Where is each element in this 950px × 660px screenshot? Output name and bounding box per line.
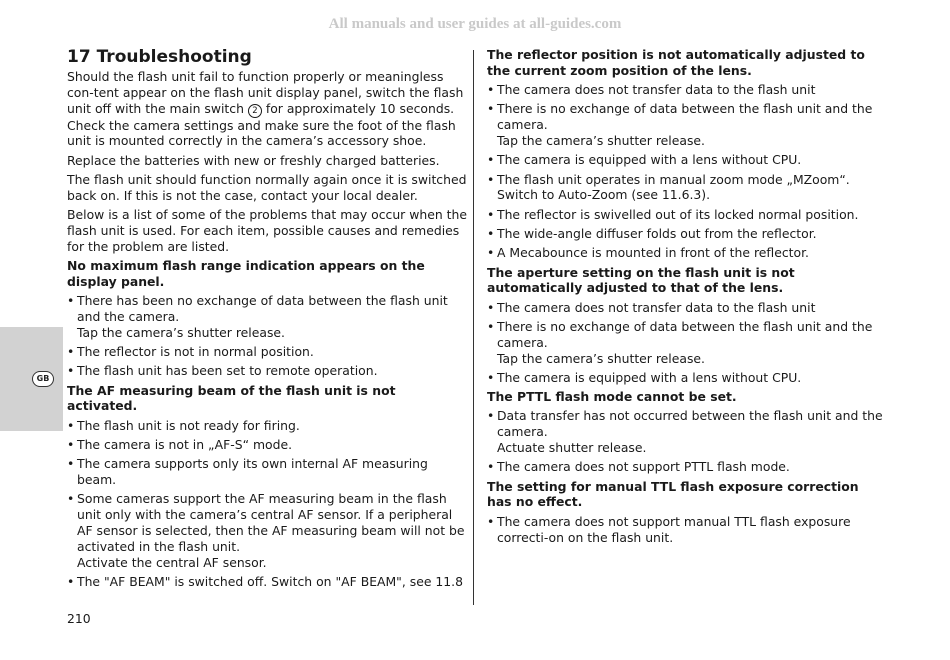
list-item-remedy: Activate the central AF sensor.: [77, 554, 267, 570]
section-heading-ttl-correction: The setting for manual TTL flash exposure correction has no effect.: [487, 478, 859, 510]
list-item-text: Data transfer has not occurred between the flash unit and the camera.: [497, 408, 883, 440]
list-item-text: There is no exchange of data between the flash unit and the camera.: [497, 101, 873, 133]
page-title: 17 Troubleshooting: [67, 47, 252, 67]
list-item-text: The camera is equipped with a lens without CPU.: [497, 152, 802, 168]
list-item-text: The flash unit has been set to remote operation.: [77, 363, 378, 379]
list-item: [487, 82, 887, 98]
list-item: [487, 152, 887, 168]
column-divider: [473, 50, 474, 605]
list-item: [487, 514, 887, 546]
watermark-text: All manuals and user guides at all-guides.com: [328, 16, 622, 32]
intro-paragraph-2: Replace the batteries with new or freshly charged batteries.: [67, 152, 440, 168]
list-item-text: The flash unit is not ready for firing.: [77, 417, 300, 433]
list-item: [487, 370, 887, 386]
list-item: [487, 459, 887, 475]
list-item-text: The camera does not transfer data to the flash unit: [497, 82, 816, 98]
left-column: [67, 46, 467, 593]
list-item: [487, 245, 887, 261]
list-item-remedy: Tap the camera’s shutter release.: [497, 350, 705, 366]
page-number: 210: [67, 611, 91, 626]
section-heading-flash-range: No maximum flash range indication appears on the display panel.: [67, 257, 425, 289]
list-item: [487, 172, 887, 204]
intro-paragraph-4: Below is a list of some of the problems that may occur when the flash unit is used. For each item, possible causes and remedies for the problem are listed.: [67, 207, 467, 254]
list-item: [67, 344, 467, 360]
list-item-text: The reflector is not in normal position.: [77, 343, 314, 359]
af-beam-causes-list: [67, 418, 467, 590]
list-item-text: The flash unit operates in manual zoom mode „MZoom“.: [497, 171, 850, 187]
reflector-zoom-causes-list: [487, 82, 887, 261]
list-item-remedy: Tap the camera’s shutter release.: [77, 324, 285, 340]
intro-1-part-a: Should the flash unit fail to function properly or meaningless con-tent appear on the flash unit display panel, switch the flash unit off with the main switch: [67, 69, 464, 116]
list-item-text: The camera supports only its own internal AF measuring beam.: [77, 456, 428, 488]
section-heading-af-beam: The AF measuring beam of the flash unit is not activated.: [67, 382, 396, 414]
list-item-text: There is no exchange of data between the flash unit and the camera.: [497, 318, 873, 350]
list-item: [67, 293, 467, 340]
list-item: [67, 491, 467, 570]
list-item: [487, 408, 887, 455]
list-item-text: The camera does not transfer data to the flash unit: [497, 299, 816, 315]
intro-1-part-b: for approximately 10 seconds. Check the camera settings and make sure the foot of the flash unit is mounted correctly in the camera’s accessory shoe.: [67, 100, 456, 149]
right-column: [487, 47, 887, 549]
list-item-text: The camera is equipped with a lens without CPU.: [497, 369, 802, 385]
list-item-remedy: Switch to Auto-Zoom (see 11.6.3).: [497, 187, 711, 203]
main-switch-number-icon: 2: [248, 104, 262, 118]
flash-range-causes-list: [67, 293, 467, 379]
pttl-causes-list: [487, 408, 887, 475]
list-item-text: The reflector is swivelled out of its locked normal position.: [497, 206, 859, 222]
list-item: [487, 300, 887, 316]
list-item: [67, 363, 467, 379]
list-item-text: A Mecabounce is mounted in front of the reflector.: [497, 245, 809, 261]
section-heading-pttl: The PTTL flash mode cannot be set.: [487, 389, 737, 405]
list-item: [67, 437, 467, 453]
list-item-text: The camera is not in „AF-S“ mode.: [77, 436, 293, 452]
ttl-correction-causes-list: [487, 514, 887, 546]
list-item: [487, 207, 887, 223]
list-item-text: Some cameras support the AF measuring beam in the flash unit only with the camera’s central AF sensor. If a peripheral AF sensor is selected, then the AF measuring beam will not be activated in the flash unit.: [77, 491, 465, 554]
list-item: [67, 574, 467, 590]
list-item-text: The wide-angle diffuser folds out from the reflector.: [497, 225, 817, 241]
section-heading-aperture: The aperture setting on the flash unit is not automatically adjusted to that of the lens.: [487, 264, 795, 296]
list-item-text: The "AF BEAM" is switched off. Switch on "AF BEAM", see 11.8: [77, 573, 463, 589]
list-item-text: The camera does not support PTTL flash mode.: [497, 459, 790, 475]
list-item-remedy: Tap the camera’s shutter release.: [497, 132, 705, 148]
list-item: [487, 226, 887, 242]
list-item: [67, 418, 467, 434]
intro-paragraph-3: The flash unit should function normally again once it is switched back on. If this is not the case, contact your local dealer.: [67, 171, 467, 203]
intro-paragraph-1: [67, 69, 467, 149]
list-item-text: There has been no exchange of data between the flash unit and the camera.: [77, 293, 448, 324]
list-item: [487, 101, 887, 148]
language-badge: GB: [32, 371, 54, 387]
list-item-text: The camera does not support manual TTL flash exposure correcti-on on the flash unit.: [497, 513, 851, 545]
aperture-causes-list: [487, 300, 887, 386]
list-item: [487, 319, 887, 366]
list-item-remedy: Actuate shutter release.: [497, 440, 647, 456]
list-item: [67, 456, 467, 488]
section-heading-reflector-zoom: The reflector position is not automatically adjusted to the current zoom position of the lens.: [487, 47, 865, 78]
